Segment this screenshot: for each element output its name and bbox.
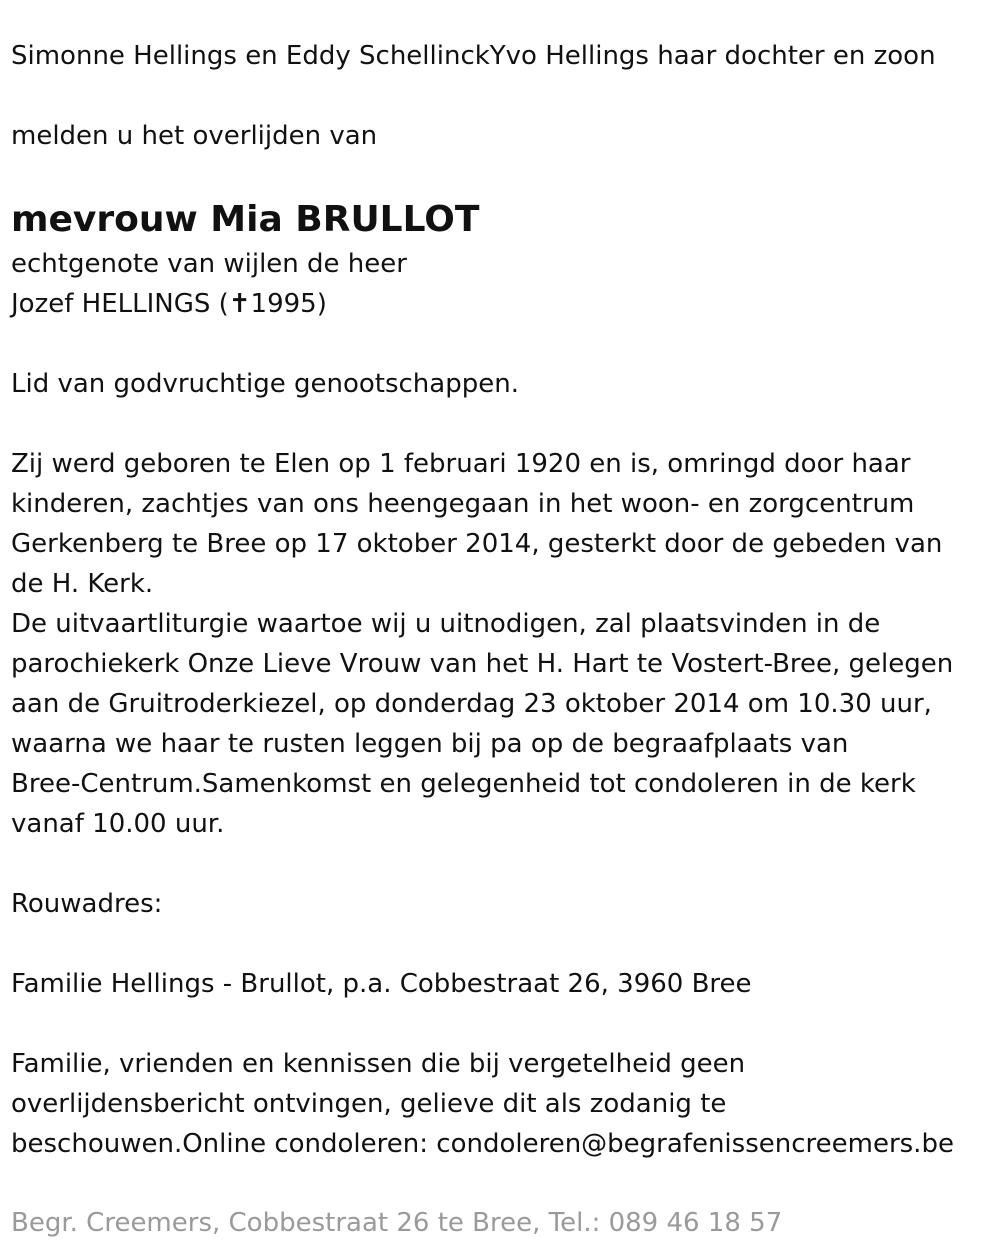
spacer	[11, 844, 986, 884]
body-line: de H. Kerk.	[11, 569, 154, 599]
body-line: kinderen, zachtjes van ons heengegaan in het woon- en zorgcentrum	[11, 489, 915, 519]
spacer	[11, 324, 986, 364]
obituary-notice	[11, 36, 986, 1164]
mourning-address-label: Rouwadres:	[11, 889, 163, 919]
spouse-line-2: Jozef HELLINGS (✝1995)	[11, 289, 327, 319]
mourning-address: Familie Hellings - Brullot, p.a. Cobbestraat 26, 3960 Bree	[11, 969, 752, 999]
spacer	[11, 924, 986, 964]
closing-line: Familie, vrienden en kennissen die bij vergetelheid geen	[11, 1049, 746, 1079]
closing-paragraph	[11, 1044, 986, 1164]
body-line: parochiekerk Onze Lieve Vrouw van het H. Hart te Vostert-Bree, gelegen	[11, 649, 954, 679]
spacer	[11, 76, 986, 116]
body-line: Bree-Centrum.Samenkomst en gelegenheid tot condoleren in de kerk	[11, 769, 916, 799]
announcement-line: melden u het overlijden van	[11, 121, 378, 151]
spacer	[11, 156, 986, 196]
body-paragraph	[11, 444, 986, 844]
body-line: De uitvaartliturgie waartoe wij u uitnodigen, zal plaatsvinden in de	[11, 609, 881, 639]
body-line: Zij werd geboren te Elen op 1 februari 1920 en is, omringd door haar	[11, 449, 911, 479]
spacer	[11, 404, 986, 444]
membership-line: Lid van godvruchtige genootschappen.	[11, 369, 519, 399]
closing-line: overlijdensbericht ontvingen, gelieve dit als zodanig te	[11, 1089, 727, 1119]
announcers-line: Simonne Hellings en Eddy SchellinckYvo Hellings haar dochter en zoon	[11, 41, 936, 71]
spacer	[11, 1004, 986, 1044]
closing-line: beschouwen.Online condoleren: condoleren@begrafenissencreemers.be	[11, 1129, 954, 1159]
body-line: aan de Gruitroderkiezel, op donderdag 23 oktober 2014 om 10.30 uur,	[11, 689, 932, 719]
spouse-line-1: echtgenote van wijlen de heer	[11, 249, 407, 279]
body-line: vanaf 10.00 uur.	[11, 809, 225, 839]
body-line: waarna we haar te rusten leggen bij pa op de begraafplaats van	[11, 729, 849, 759]
body-line: Gerkenberg te Bree op 17 oktober 2014, gesterkt door de gebeden van	[11, 529, 943, 559]
funeral-home-footer: Begr. Creemers, Cobbestraat 26 te Bree, Tel.: 089 46 18 57	[11, 1208, 783, 1238]
deceased-name: mevrouw Mia BRULLOT	[11, 199, 480, 240]
